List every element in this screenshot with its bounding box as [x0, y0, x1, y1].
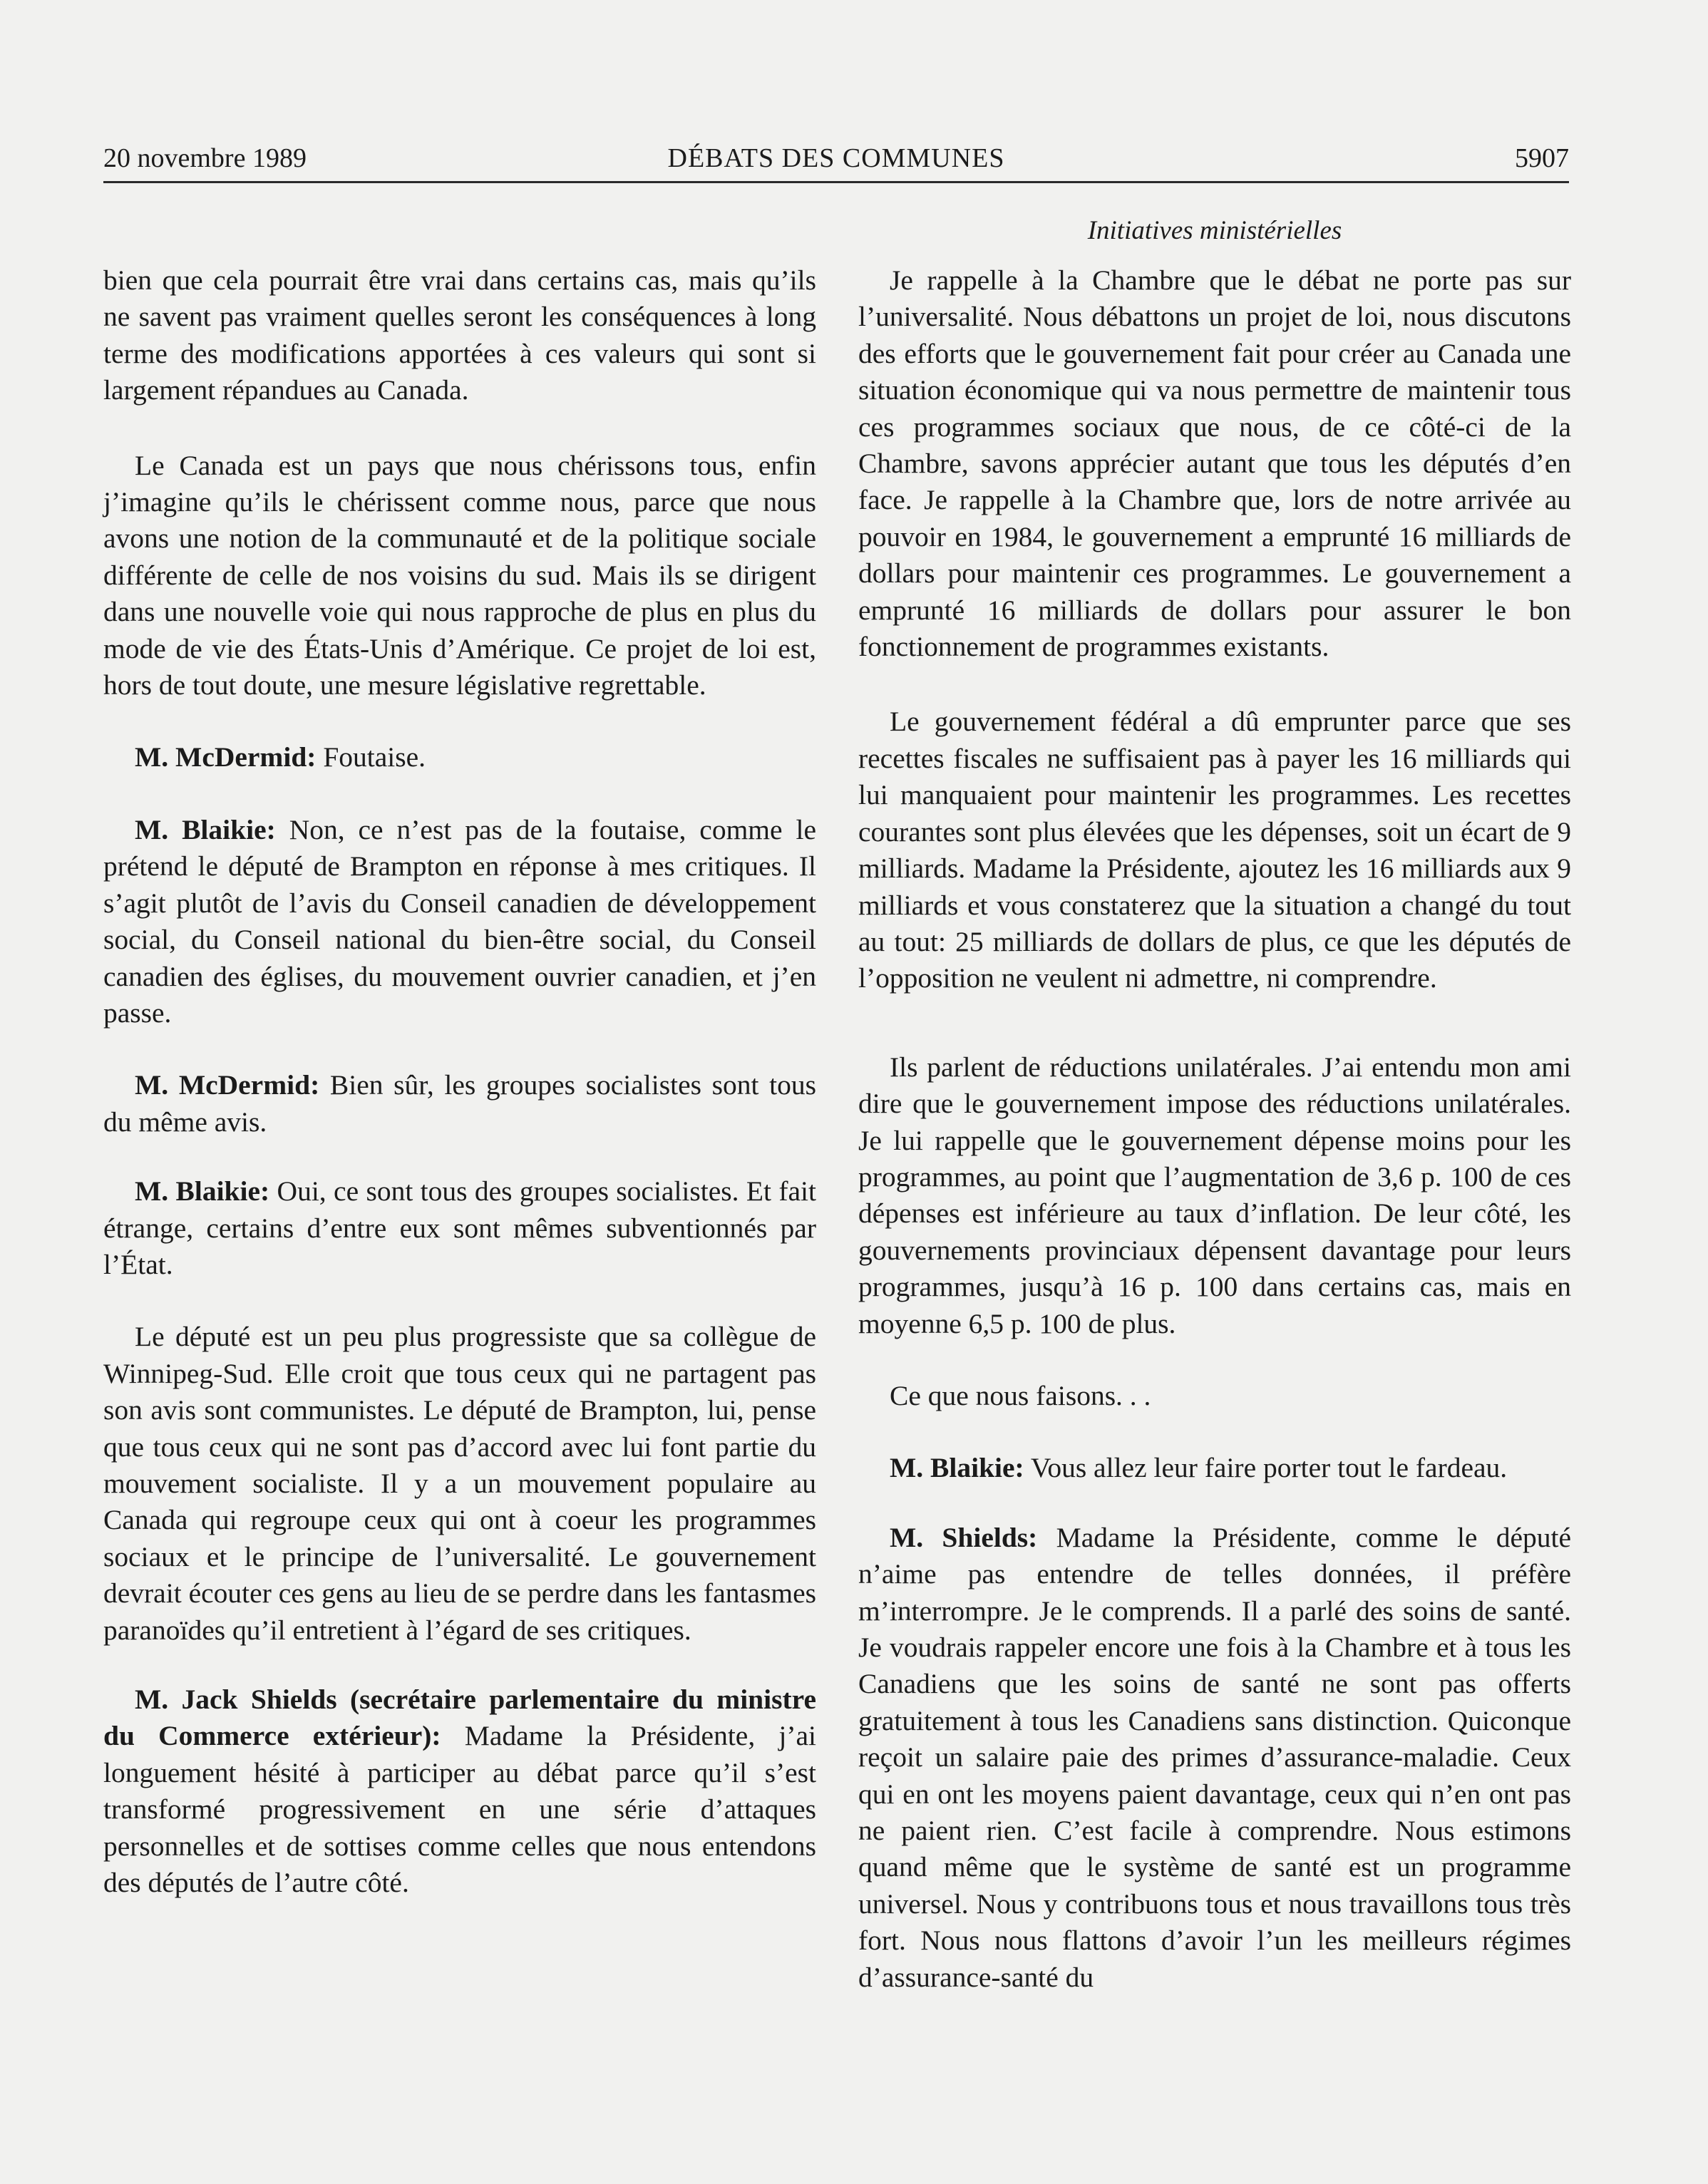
paragraph	[858, 704, 1571, 996]
paragraph	[103, 262, 816, 409]
left-column	[103, 262, 816, 1901]
paragraph-text: Le Canada est un pays que nous chérissons tous, enfin j’imagine qu’ils le chérissent comme nous, parce que nous avons une notion de la communauté et de la politique sociale différente de celle de nos voisins du sud. Mais ils se dirigent dans une nouvelle voie qui nous rapproche de plus en plus du mode de vie des États-Unis d’Amérique. Ce projet de loi est, hors de tout doute, une mesure législative regrettable.	[103, 449, 816, 701]
paragraph-text: Madame la Présidente, j’ai longuement hésité à participer au débat parce qu’il s’est transformé progressivement en une série d’attaques personnelles et de sottises comme celles que nous entendons des députés de l’autre côté.	[103, 1720, 817, 1899]
paragraph-text: Ils parlent de réductions unilatérales. J’ai entendu mon ami dire que le gouvernement impose des réductions unilatérales. Je lui rappelle que le gouvernement dépense moins pour les programmes, au point que l’augmentation de 3,6 p. 100 de ces dépenses est inférieure au taux d’inflation. De leur côté, les gouvernements provinciaux dépensent davantage pour leurs programmes, jusqu’à 16 p. 100 dans certains cas, mais en moyenne 6,5 p. 100 de plus.	[858, 1051, 1571, 1339]
paragraph-text: Foutaise.	[316, 741, 426, 773]
paragraph	[858, 1520, 1571, 1996]
paragraph-text: Madame la Présidente, comme le député n’aime pas entendre de telles données, il préfère m’interrompre. Je le comprends. Il a parlé des soins de santé. Je voudrais rappeler encore une fois à la Chambre et à tous les Canadiens que les soins de santé ne sont pas offerts gratuitement à tous les Canadiens sans distinction. Quiconque reçoit un salaire paie des primes d’assurance-maladie. Ceux qui en ont les moyens paient davantage, ceux qui n’en ont pas ne paient rien. C’est facile à comprendre. Nous estimons quand même que le système de santé est un programme universel. Nous y contribuons tous et nous travaillons tous très fort. Nous nous flattons d’avoir l’un les meilleurs régimes d’assurance-santé du	[858, 1521, 1571, 1993]
speaker-name: M. Blaikie:	[135, 813, 276, 845]
speaker-name: M. McDermid:	[135, 1069, 320, 1101]
paragraph-text: Je rappelle à la Chambre que le débat ne porte pas sur l’universalité. Nous débattons un projet de loi, nous discutons des efforts que le gouvernement fait pour créer au Canada une situation économique qui va nous permettre de maintenir tous ces programmes sociaux que nous, de ce côté-ci de la Chambre, savons apprécier autant que tous les députés d’en face. Je rappelle à la Chambre que, lors de notre arrivée au pouvoir en 1984, le gouvernement a emprunté 16 milliards de dollars pour maintenir ces programmes. Le gouvernement a emprunté 16 milliards de dollars pour assurer le bon fonctionnement de programmes existants.	[858, 264, 1571, 663]
speaker-name: M. Shields:	[890, 1521, 1038, 1553]
paragraph-text: Non, ce n’est pas de la foutaise, comme le prétend le député de Brampton en réponse à mes critiques. Il s’agit plutôt de l’avis du Conseil canadien de développement social, du Conseil national du bien-être social, du Conseil canadien des églises, du mouvement ouvrier canadien, et j’en passe.	[103, 813, 816, 1029]
paragraph	[103, 1067, 816, 1140]
header-title: DÉBATS DES COMMUNES	[667, 143, 1005, 173]
paragraph	[858, 262, 1571, 665]
right-column	[858, 262, 1571, 1996]
paragraph-text: Oui, ce sont tous des groupes socialistes. Et fait étrange, certains d’entre eux sont mêmes subventionnés par l’État.	[103, 1175, 816, 1280]
paragraph-text: Le député est un peu plus progressiste que sa collègue de Winnipeg-Sud. Elle croit que tous ceux qui ne partagent pas son avis sont communistes. Le député de Brampton, lui, pense que tous ceux qui ne sont pas d’accord avec lui font partie du mouvement socialiste. Il y a un mouvement populaire au Canada qui regroupe ceux qui ont à coeur les programmes sociaux et le principe de l’universalité. Le gouvernement devrait écouter ces gens au lieu de se perdre dans les fantasmes paranoïdes qu’il entretient à l’égard de ses critiques.	[103, 1321, 816, 1646]
page-header	[103, 140, 1569, 183]
speaker-name: M. McDermid:	[135, 741, 317, 773]
paragraph	[103, 448, 816, 704]
header-page-number: 5907	[1515, 143, 1569, 173]
section-title: Initiatives ministérielles	[1087, 216, 1342, 245]
paragraph	[858, 1378, 1571, 1414]
speaker-name: M. Blaikie:	[890, 1452, 1024, 1484]
paragraph	[103, 1173, 816, 1283]
header-date: 20 novembre 1989	[103, 143, 307, 173]
paragraph	[103, 1319, 816, 1649]
paragraph	[103, 812, 816, 1031]
paragraph	[858, 1049, 1571, 1342]
paragraph-text: Bien sûr, les groupes socialistes sont tous du même avis.	[103, 1069, 816, 1138]
paragraph	[103, 739, 816, 776]
paragraph-text: Vous allez leur faire porter tout le fardeau.	[1024, 1452, 1508, 1484]
speaker-name: M. Blaikie:	[135, 1175, 270, 1207]
paragraph-text: Le gouvernement fédéral a dû emprunter parce que ses recettes fiscales ne suffisaient pas à payer les 16 milliards qui lui manquaient pour maintenir les programmes. Les recettes courantes sont plus élevées que les dépenses, soit un écart de 9 milliards. Madame la Présidente, ajoutez les 16 milliards aux 9 milliards et vous constaterez que la situation a changé du tout au tout: 25 milliards de dollars de plus, ce que les députés de l’opposition ne veulent ni admettre, ni comprendre.	[858, 706, 1571, 994]
paragraph	[103, 1681, 816, 1901]
paragraph-text: bien que cela pourrait être vrai dans certains cas, mais qu’ils ne savent pas vraiment quelles seront les conséquences à long terme des modifications apportées à ces valeurs qui sont si largement répandues au Canada.	[103, 264, 816, 406]
paragraph-text: Ce que nous faisons. . .	[890, 1379, 1151, 1411]
paragraph	[858, 1450, 1571, 1486]
speaker-name: M. Jack Shields (secrétaire parlementaire du ministre du Commerce extérieur):	[103, 1684, 816, 1752]
